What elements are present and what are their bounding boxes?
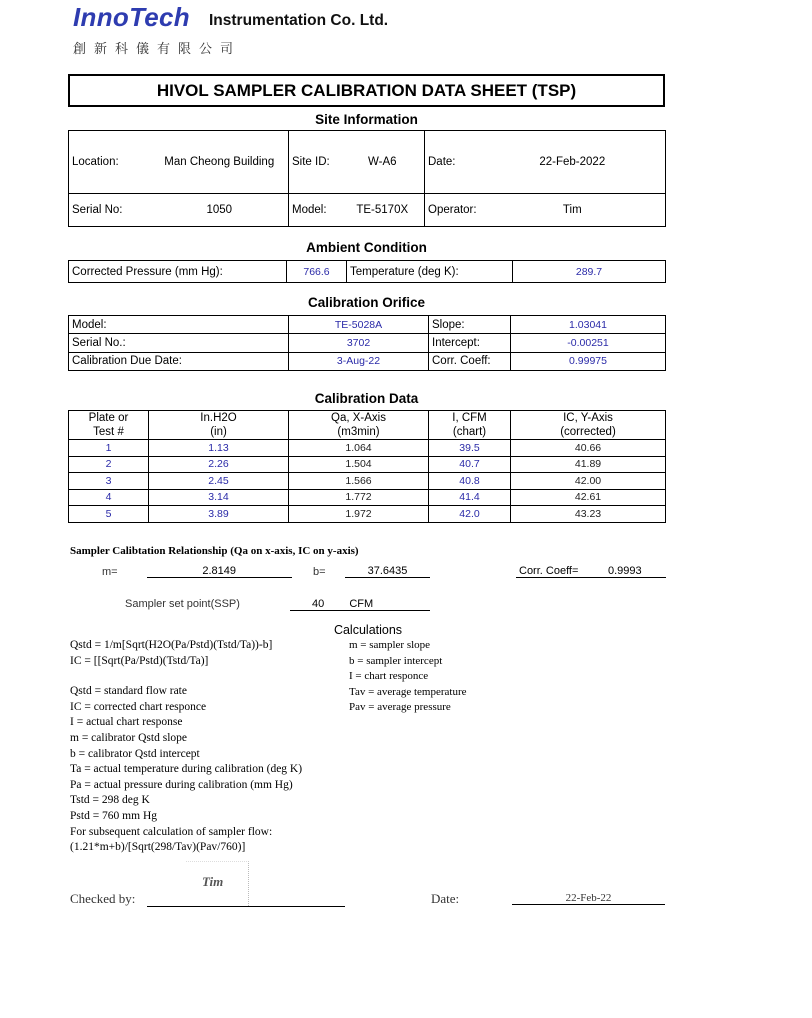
orifice-serial-label: Serial No.: <box>69 334 289 352</box>
table-cell: 1.504 <box>289 456 429 473</box>
intercept-value: -0.00251 <box>511 334 666 352</box>
orifice-model-value: TE-5028A <box>289 316 429 334</box>
corr-coeff-label: Corr. Coeff: <box>429 352 511 370</box>
definition-i: I = actual chart response <box>70 716 183 729</box>
definition-ta: Ta = actual temperature during calibration (deg K) <box>70 763 303 776</box>
table-row <box>69 473 666 490</box>
slope-m-value: 2.8149 <box>147 565 292 578</box>
table-cell: 2.26 <box>149 456 289 473</box>
definition-pa: Pa = actual pressure during calibration (mm Hg) <box>70 778 293 791</box>
company-name: Instrumentation Co. Ltd. <box>209 12 389 29</box>
definition-chart-response: I = chart responce <box>349 670 429 683</box>
definition-tstd: Tstd = 298 deg K <box>70 794 150 807</box>
setpoint-unit: CFM <box>349 598 374 610</box>
slope-label: Slope: <box>429 316 511 334</box>
col-header-plate: Plate or <box>69 411 149 426</box>
definition-tav: Tav = average temperature <box>349 685 467 698</box>
setpoint-label: Sampler set point(SSP) <box>125 598 240 610</box>
orifice-model-label: Model: <box>69 316 289 334</box>
checked-by-line <box>147 906 345 907</box>
location-label: Location: <box>69 131 151 194</box>
table-cell: 1 <box>69 440 149 457</box>
table-cell: 42.00 <box>511 473 666 490</box>
orifice-table <box>68 315 666 371</box>
slope-m-label: m= <box>102 566 118 578</box>
definition-sampler-intercept: b = sampler intercept <box>349 654 443 667</box>
calculations-heading: Calculations <box>333 623 403 637</box>
calibration-data-heading: Calibration Data <box>314 391 419 406</box>
document-title: HIVOL SAMPLER CALIBRATION DATA SHEET (TSP) <box>68 74 665 107</box>
table-row <box>69 489 666 506</box>
setpoint-value: 40 <box>312 598 325 610</box>
col-header-qa: Qa, X-Axis <box>289 411 429 426</box>
formulas-right <box>349 638 467 716</box>
orifice-heading: Calibration Orifice <box>307 295 426 310</box>
table-cell: 42.61 <box>511 489 666 506</box>
checked-by-label: Checked by: <box>70 891 136 906</box>
footer-date-label: Date: <box>431 891 460 906</box>
relationship-title: Sampler Calibtation Relationship (Qa on x-axis, IC on y-axis) <box>70 545 359 557</box>
table-cell: 40.8 <box>429 473 511 490</box>
col-header-ic: IC, Y-Axis <box>511 411 666 426</box>
site-id-value: W-A6 <box>341 131 425 194</box>
operator-label: Operator: <box>425 194 480 227</box>
definition-qstd: Qstd = standard flow rate <box>70 685 187 698</box>
definition-ic: IC = corrected chart responce <box>70 700 207 713</box>
col-subheader-corrected: (corrected) <box>511 425 666 440</box>
definition-pstd: Pstd = 760 mm Hg <box>70 809 157 822</box>
table-cell: 42.0 <box>429 506 511 523</box>
col-subheader-in: (in) <box>149 425 289 440</box>
calibration-data-table <box>68 410 666 523</box>
table-cell: 41.89 <box>511 456 666 473</box>
pressure-value: 766.6 <box>287 261 347 283</box>
table-cell: 1.566 <box>289 473 429 490</box>
ambient-table <box>68 260 666 283</box>
table-cell: 2.45 <box>149 473 289 490</box>
table-cell: 3.14 <box>149 489 289 506</box>
setpoint-field <box>290 598 430 611</box>
model-label: Model: <box>289 194 341 227</box>
company-name-chinese: 創新科儀有限公司 <box>73 41 242 56</box>
col-header-i: I, CFM <box>429 411 511 426</box>
table-cell: 5 <box>69 506 149 523</box>
site-id-label: Site ID: <box>289 131 341 194</box>
intercept-b-value: 37.6435 <box>345 565 430 578</box>
model-value: TE-5170X <box>356 204 409 216</box>
location-value: Man Cheong Building <box>151 131 289 194</box>
date-label: Date: <box>425 131 480 194</box>
formulas-left <box>70 638 302 856</box>
definition-pav: Pav = average pressure <box>349 701 451 714</box>
col-header-inh2o: In.H2O <box>149 411 289 426</box>
serial-label: Serial No: <box>72 204 123 216</box>
intercept-label: Intercept: <box>429 334 511 352</box>
operator-value: Tim <box>562 204 582 216</box>
relationship-corr-value: 0.9993 <box>608 565 642 577</box>
definition-b: b = calibrator Qstd intercept <box>70 747 200 760</box>
table-cell: 1.064 <box>289 440 429 457</box>
table-cell: 3.89 <box>149 506 289 523</box>
table-cell: 41.4 <box>429 489 511 506</box>
table-cell: 1.772 <box>289 489 429 506</box>
ambient-heading: Ambient Condition <box>306 240 427 255</box>
definition-m: m = calibrator Qstd slope <box>70 731 187 744</box>
formula-qstd: Qstd = 1/m[Sqrt(H2O(Pa/Pstd)(Tstd/Ta))-b] <box>70 639 273 651</box>
relationship-corr-coeff <box>516 565 666 578</box>
col-subheader-chart: (chart) <box>429 425 511 440</box>
table-cell: 4 <box>69 489 149 506</box>
table-cell: 2 <box>69 456 149 473</box>
intercept-b-label: b= <box>313 566 326 578</box>
slope-value: 1.03041 <box>511 316 666 334</box>
site-information-table <box>68 130 666 227</box>
table-row <box>69 506 666 523</box>
subsequent-formula: (1.21*m+b)/[Sqrt(298/Tav)(Pav/760)] <box>70 841 246 854</box>
table-cell: 43.23 <box>511 506 666 523</box>
table-cell: 40.66 <box>511 440 666 457</box>
pressure-label: Corrected Pressure (mm Hg): <box>69 261 287 283</box>
subsequent-note: For subsequent calculation of sampler flow: <box>70 825 273 838</box>
table-cell: 40.7 <box>429 456 511 473</box>
footer-date-value: 22-Feb-22 <box>512 892 665 905</box>
orifice-serial-value: 3702 <box>289 334 429 352</box>
due-date-value: 3-Aug-22 <box>289 352 429 370</box>
definition-sampler-slope: m = sampler slope <box>349 639 431 651</box>
col-subheader-test: Test # <box>69 425 149 440</box>
date-value: 22-Feb-2022 <box>480 131 666 194</box>
temperature-label: Temperature (deg K): <box>347 261 513 283</box>
table-cell: 39.5 <box>429 440 511 457</box>
col-subheader-m3min: (m3min) <box>289 425 429 440</box>
temperature-value: 289.7 <box>575 265 603 278</box>
relationship-corr-label: Corr. Coeff= <box>519 565 579 577</box>
table-cell: 1.13 <box>149 440 289 457</box>
table-row <box>69 456 666 473</box>
table-cell: 1.972 <box>289 506 429 523</box>
due-date-label: Calibration Due Date: <box>69 352 289 370</box>
table-cell: 3 <box>69 473 149 490</box>
company-logo: InnoTech <box>73 2 190 32</box>
signature-image: Tim <box>186 861 249 906</box>
corr-coeff-value: 0.99975 <box>511 352 666 370</box>
site-information-heading: Site Information <box>315 112 418 127</box>
formula-ic: IC = [[Sqrt(Pa/Pstd)(Tstd/Ta)] <box>70 654 209 667</box>
serial-value: 1050 <box>206 204 233 216</box>
table-row <box>69 440 666 457</box>
